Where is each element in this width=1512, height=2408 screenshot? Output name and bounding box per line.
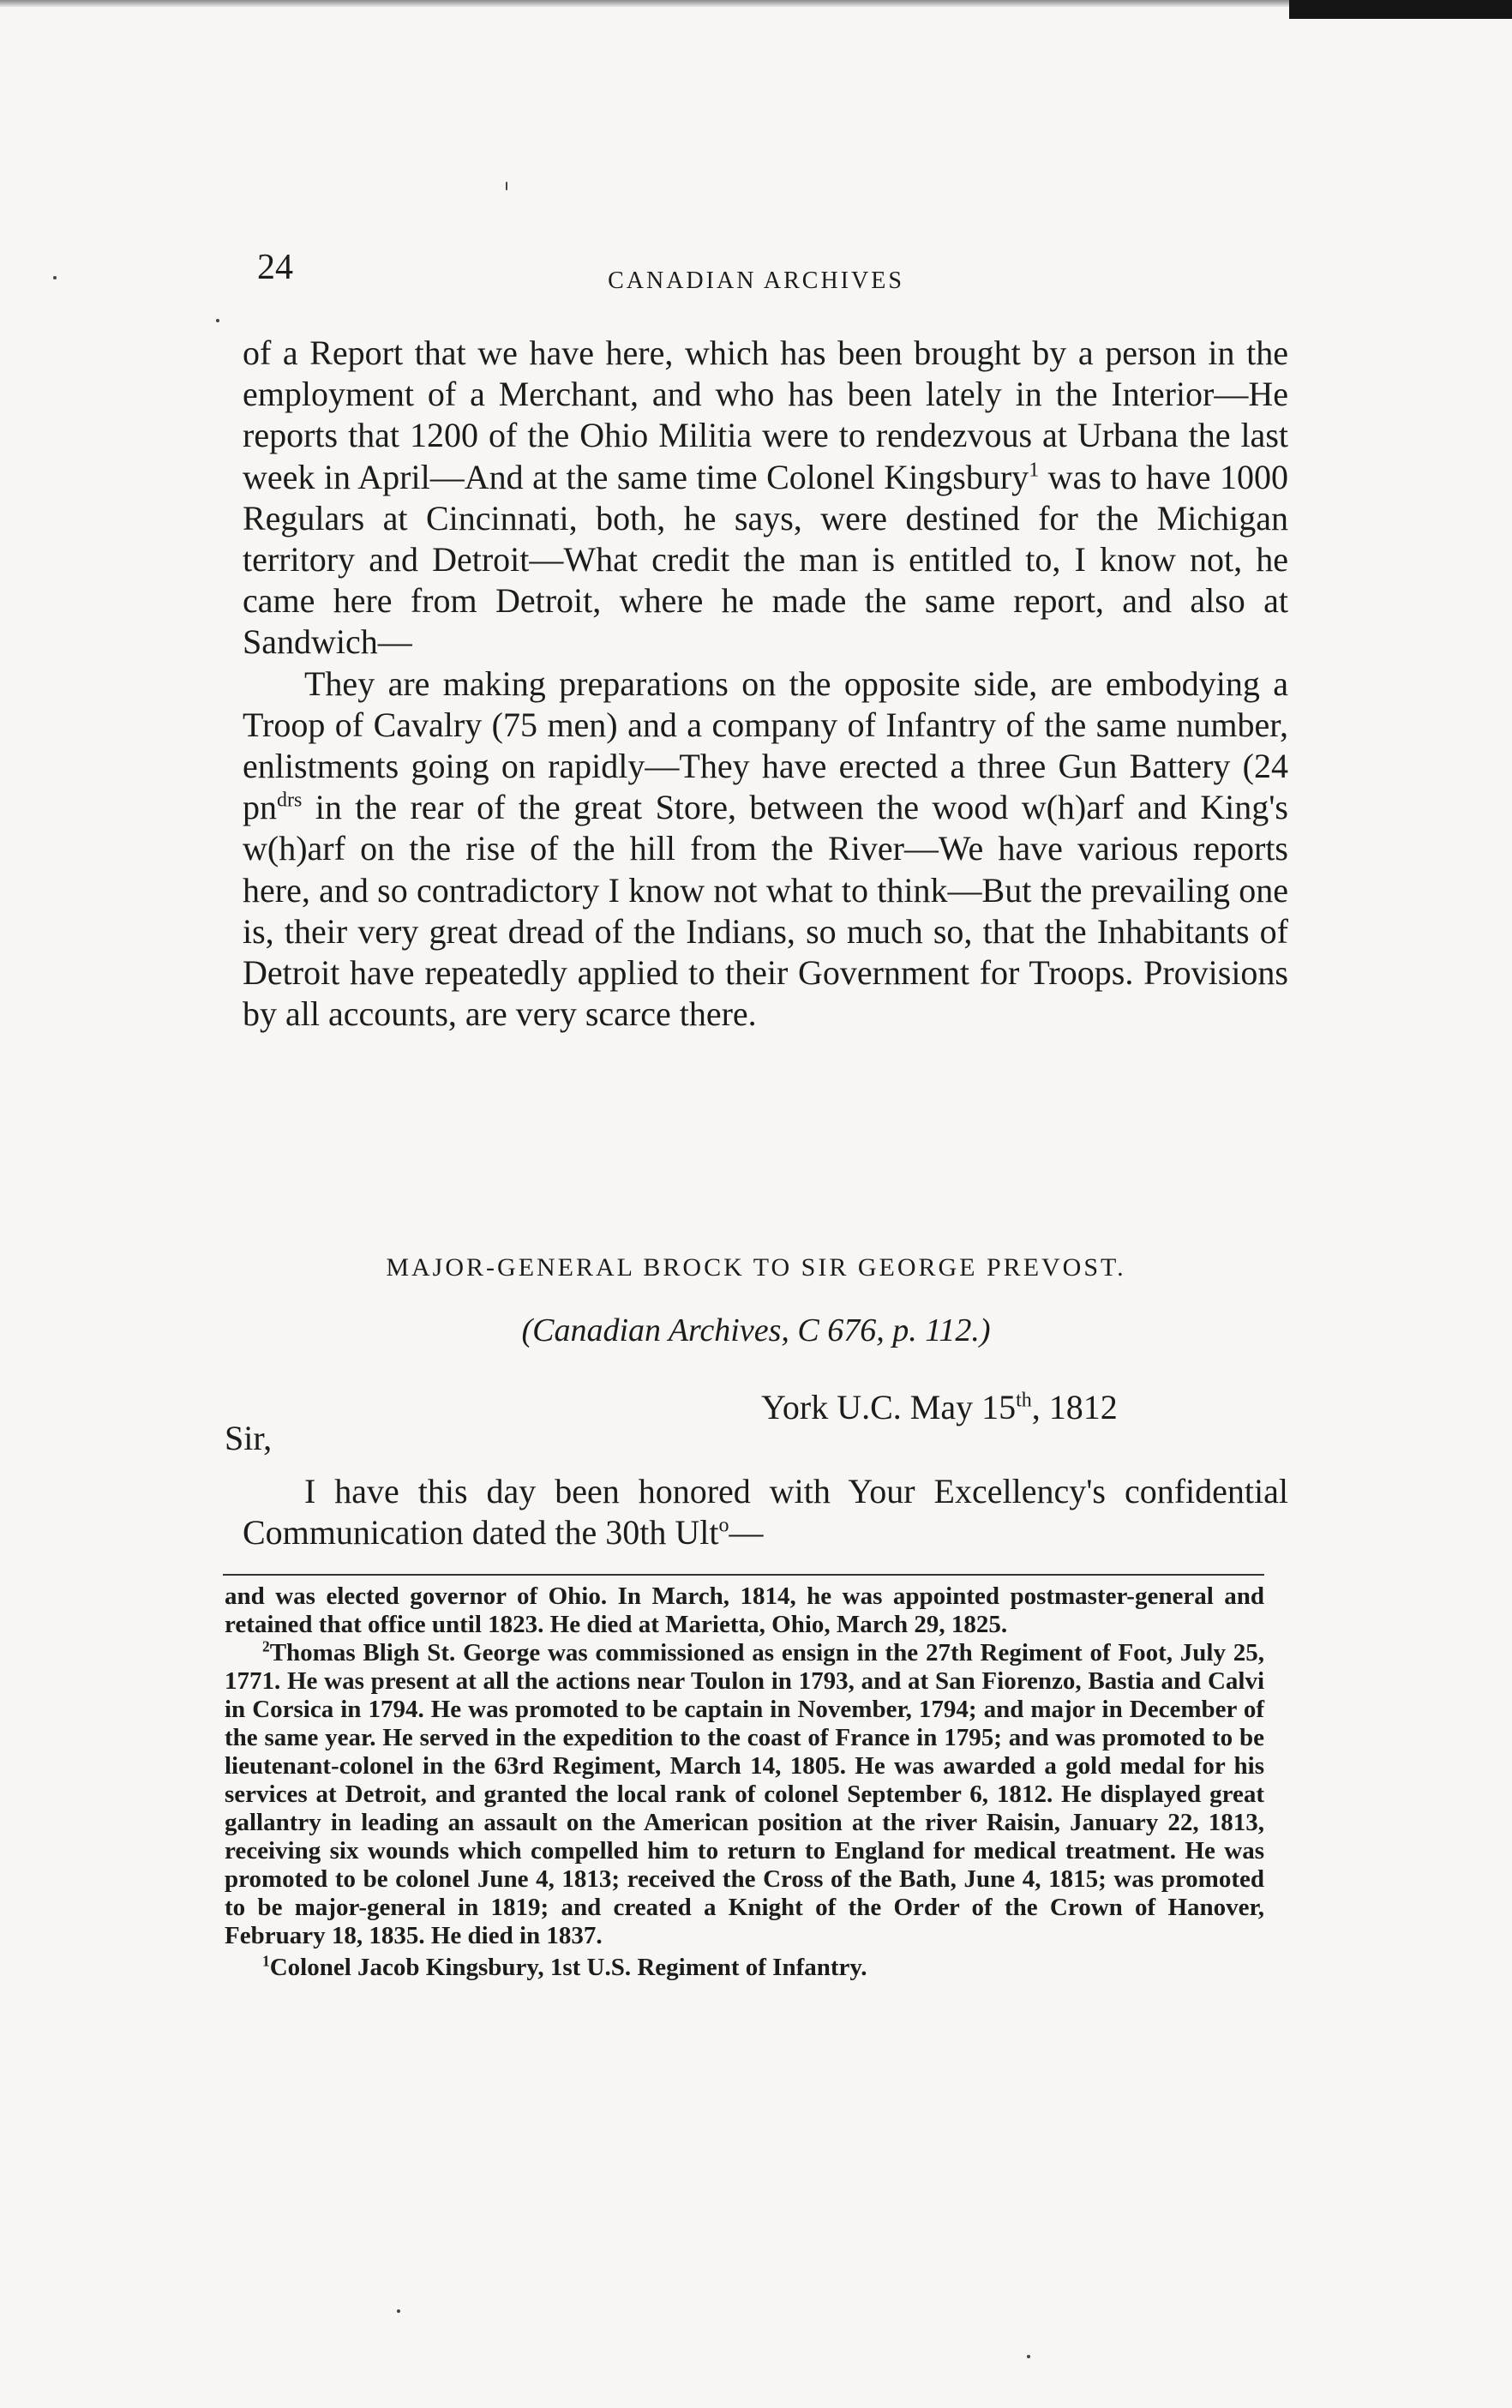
footnote-1-text: Colonel Jacob Kingsbury, 1st U.S. Regiment of Infantry. — [269, 1954, 867, 1981]
scan-top-edge — [0, 0, 1512, 7]
paragraph-2-text-end: in the rear of the great Store, between the wood w(h)arf and King's w(h)arf on the rise of the hill from the River—We have various reports here, and so contradictory I know not what to think—But the prevailing one is, their very great dread of the Indians, so much so, that the Inhabitants of Detroit have repeatedly applied to their Government for Troops. Provisions by all accounts, are very scarce there. — [243, 788, 1288, 1034]
scan-dark-margin — [1289, 0, 1512, 19]
paragraph-2-text: They are making preparations on the opposite side, are embodying a Troop of Cavalry (75 men) and a company of Infantry of the same number, enlistments going on rapidly—They have erected a three Gun Battery (24 pn — [243, 664, 1288, 827]
footnote-divider — [223, 1574, 1264, 1576]
speck — [506, 182, 507, 190]
superscript-drs: drs — [277, 789, 303, 812]
paragraph-1 — [243, 333, 1288, 664]
letter-opening-superscript: o — [718, 1514, 729, 1537]
letter-opening-end: — — [729, 1513, 764, 1552]
paragraph-2 — [243, 664, 1288, 1036]
speck — [216, 319, 219, 322]
footnote-2-mark: 2 — [262, 1637, 270, 1655]
salutation: Sir, — [225, 1419, 273, 1457]
dateline — [761, 1387, 1118, 1427]
footnotes — [225, 1582, 1264, 1982]
footnote-1-mark: 1 — [262, 1952, 270, 1970]
body-text — [243, 333, 1288, 1035]
letter-body — [243, 1471, 1288, 1553]
running-head: CANADIAN ARCHIVES — [608, 267, 904, 294]
dateline-superscript: th — [1016, 1389, 1032, 1412]
paragraph-1-text-end: was to have 1000 Regulars at Cincinnati, both, he says, were destined for the Michigan territory and Detroit—What credit the man is entitled to, I know not, he came here from Detroit, where he made the same report, and also at Sandwich— — [243, 457, 1289, 662]
footnote-2 — [225, 1639, 1264, 1950]
letter-heading: MAJOR-GENERAL BROCK TO SIR GEORGE PREVOST. — [386, 1253, 1126, 1282]
dateline-year: , 1812 — [1031, 1388, 1118, 1426]
speck — [53, 276, 57, 279]
page-number: 24 — [257, 248, 293, 287]
letter-opening — [243, 1471, 1288, 1553]
footnote-continuation: and was elected governor of Ohio. In March, 1814, he was appointed postmaster-general and retained that office until 1823. He died at Marietta, Ohio, March 29, 1825. — [225, 1582, 1264, 1638]
source-reference: (Canadian Archives, C 676, p. 112.) — [521, 1312, 991, 1348]
dateline-text: York U.C. May 15 — [761, 1388, 1017, 1426]
footnote-1 — [225, 1954, 1264, 1982]
footnote-ref-1: 1 — [1029, 459, 1040, 482]
letter-opening-text: I have this day been honored with Your Excellency's confidential Communication dated the 30th Ult — [243, 1472, 1288, 1552]
footnote-2-text: Thomas Bligh St. George was commissioned as ensign in the 27th Regiment of Foot, July 25, 1771. He was present at all the actions near Toulon in 1793, and at San Fiorenzo, Bastia and Calvi in Corsica in 1794. He was promoted to be captain in November, 1794; and major in December of the same year. He served in the expedition to the coast of France in 1795; and was promoted to be lieutenant-colonel in the 63rd Regiment, March 14, 1805. He was awarded a gold medal for his services at Detroit, and granted the local rank of colonel September 6, 1812. He displayed great gallantry in leading an assault on the American position at the river Raisin, January 22, 1813, receiving six wounds which compelled him to return to England for medical treatment. He was promoted to be colonel June 4, 1813; received the Cross of the Bath, June 4, 1815; was promoted to be major-general in 1819; and created a Knight of the Order of the Crown of Hanover, February 18, 1835. He died in 1837. — [225, 1639, 1264, 1949]
paragraph-1-text: of a Report that we have here, which has been brought by a person in the employment of a Merchant, and who has been lately in the Interior—He reports that 1200 of the Ohio Militia were to rendezvous at Urbana the last week in April—And at the same time Colonel Kingsbury — [243, 333, 1288, 496]
speck — [397, 2309, 400, 2313]
speck — [1027, 2355, 1030, 2358]
